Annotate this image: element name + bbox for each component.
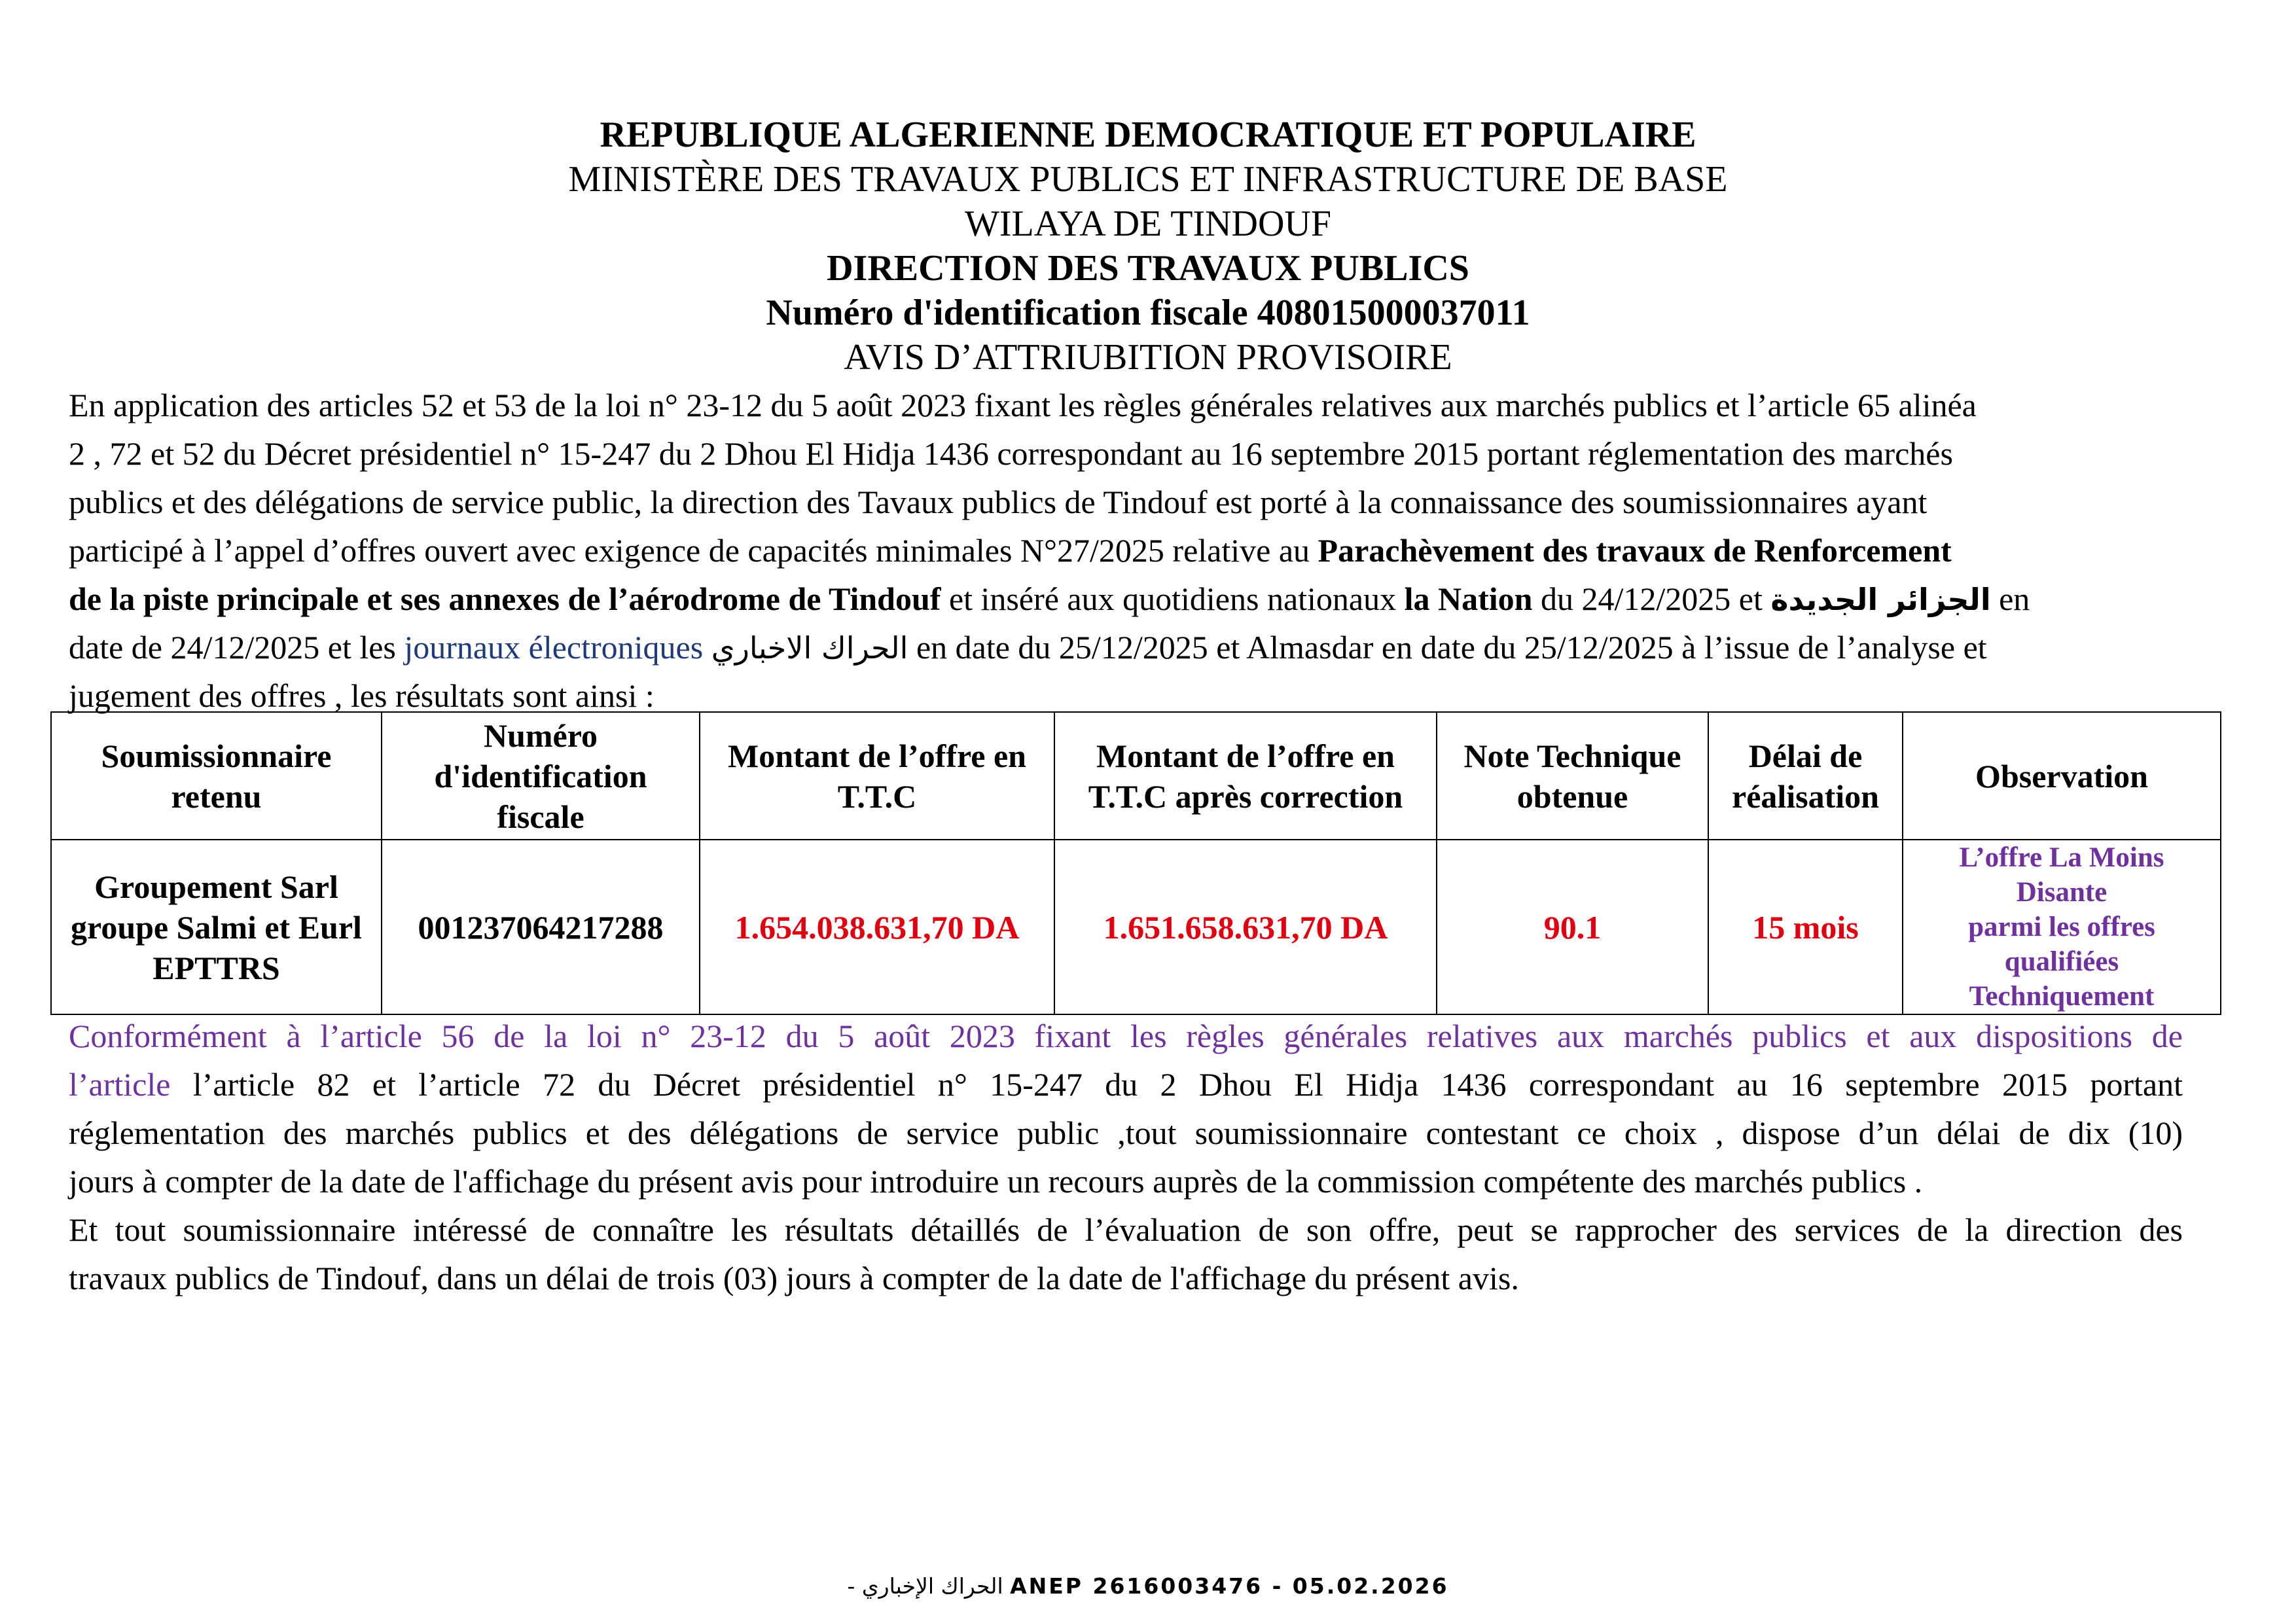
project-title-part1: Parachèvement des travaux de Renforcement: [1318, 532, 1952, 569]
results-table: [50, 711, 2221, 1015]
cell-delay: 15 mois: [1708, 840, 1903, 1014]
cell-observation: [1903, 840, 2221, 1014]
footer-newspaper: الحراك الإخباري -: [847, 1573, 1003, 1599]
col-header-score: Note Technique obtenue: [1437, 712, 1708, 840]
intro-text: en: [1990, 580, 2030, 617]
col-header-nif: Numéro d'identification fiscale: [382, 712, 700, 840]
closing-line: Conformément à l’article 56 de la loi n° 23-12 du 5 août 2023 fixant les règles générales relatives aux marchés publics et aux dispositions de: [69, 1018, 2183, 1054]
ministry-title: MINISTÈRE DES TRAVAUX PUBLICS ET INFRASTRUCTURE DE BASE: [568, 159, 1728, 200]
intro-line: 2 , 72 et 52 du Décret présidentiel n° 15-247 du 2 Dhou El Hidja 1436 correspondant au 16 septembre 2015 portant réglementation des marchés: [69, 435, 1953, 472]
observation-line: Disante: [2016, 877, 2108, 908]
table-row: [51, 840, 2221, 1014]
observation-line: qualifiées: [2004, 946, 2119, 977]
newspaper-la-nation: la Nation: [1404, 580, 1533, 617]
closing-line: travaux publics de Tindouf, dans un délai de trois (03) jours à compter de la date de l'affichage du présent avis.: [69, 1260, 1519, 1296]
intro-text: du 24/12/2025 et: [1532, 580, 1771, 617]
cell-amount-corrected: 1.651.658.631,70 DA: [1054, 840, 1437, 1014]
intro-line: jugement des offres , les résultats sont ainsi :: [69, 677, 655, 714]
col-header-delay: Délai de réalisation: [1708, 712, 1903, 840]
closing-paragraph: [69, 1012, 2183, 1302]
notice-title: AVIS D’ATTRIUBITION PROVISOIRE: [844, 337, 1452, 378]
intro-line: publics et des délégations de service public, la direction des Tavaux publics de Tindouf est porté à la connaissance des soumissionnaires ayant: [69, 484, 1928, 520]
intro-line: [69, 526, 2229, 575]
intro-text: en date du 25/12/2025 et Almasdar en date du 25/12/2025 à l’issue de l’analyse et: [908, 629, 1987, 666]
cell-score: 90.1: [1437, 840, 1708, 1014]
closing-line: Et tout soumissionnaire intéressé de connaître les résultats détaillés de l’évaluation de son offre, peut se rapprocher des services de la direction des: [69, 1211, 2183, 1248]
closing-line: réglementation des marchés publics et des délégations de service public ,tout soumissionnaire contestant ce choix , dispose d’un délai de dix (10): [69, 1115, 2183, 1151]
cell-bidder: Groupement Sarl groupe Salmi et Eurl EPTTRS: [51, 840, 382, 1014]
observation-line: L’offre La Moins: [1959, 842, 2164, 873]
footer-anep-reference: ANEP 2616003476 - 05.02.2026: [1010, 1573, 1449, 1599]
newspaper-el-djazair-el-djadida: الجزائر الجديدة: [1770, 582, 1991, 617]
observation-line: parmi les offres: [1968, 912, 2155, 942]
country-title: REPUBLIQUE ALGERIENNE DEMOCRATIQUE ET POPULAIRE: [600, 115, 1696, 155]
cell-amount: 1.654.038.631,70 DA: [700, 840, 1054, 1014]
wilaya-title: WILAYA DE TINDOUF: [965, 204, 1331, 244]
intro-text: participé à l’appel d’offres ouvert avec exigence de capacités minimales N°27/2025 relative au: [69, 532, 1318, 569]
intro-line: [69, 623, 2229, 671]
col-header-amount-corrected: Montant de l’offre en T.T.C après correction: [1054, 712, 1437, 840]
closing-text-purple: l’article: [69, 1066, 171, 1103]
col-header-observation: Observation: [1903, 712, 2221, 840]
table-header-row: [51, 712, 2221, 840]
intro-line: [69, 575, 2229, 623]
col-header-amount: Montant de l’offre en T.T.C: [700, 712, 1054, 840]
intro-line: En application des articles 52 et 53 de la loi n° 23-12 du 5 août 2023 fixant les règles générales relatives aux marchés publics et l’article 65 alinéa: [69, 387, 1977, 423]
closing-line: jours à compter de la date de l'affichage du présent avis pour introduire un recours auprès de la commission compétente des marchés publics .: [69, 1163, 1923, 1200]
direction-title: DIRECTION DES TRAVAUX PUBLICS: [827, 248, 1469, 289]
intro-text: et inséré aux quotidiens nationaux: [941, 580, 1405, 617]
closing-line: [69, 1060, 2183, 1109]
cell-nif: 001237064217288: [382, 840, 700, 1014]
fiscal-id-line: Numéro d'identification fiscale 408015000037011: [766, 293, 1530, 333]
document-header: [0, 113, 2296, 380]
col-header-bidder: Soumissionnaire retenu: [51, 712, 382, 840]
closing-text: l’article 82 et l’article 72 du Décret présidentiel n° 15-247 du 2 Dhou El Hidja 1436 correspondant au 16 septembre 2015 portant: [170, 1066, 2183, 1103]
newspaper-el-hirak: الحراك الاخباري: [711, 630, 908, 666]
electronic-journals-label: journaux électroniques: [404, 629, 704, 666]
publication-footer: [0, 1573, 2296, 1599]
observation-line: Techniquement: [1969, 981, 2155, 1012]
project-title-part2: de la piste principale et ses annexes de l’aérodrome de Tindouf: [69, 580, 941, 617]
intro-text: date de 24/12/2025 et les: [69, 629, 404, 666]
intro-paragraph: [69, 381, 2229, 720]
